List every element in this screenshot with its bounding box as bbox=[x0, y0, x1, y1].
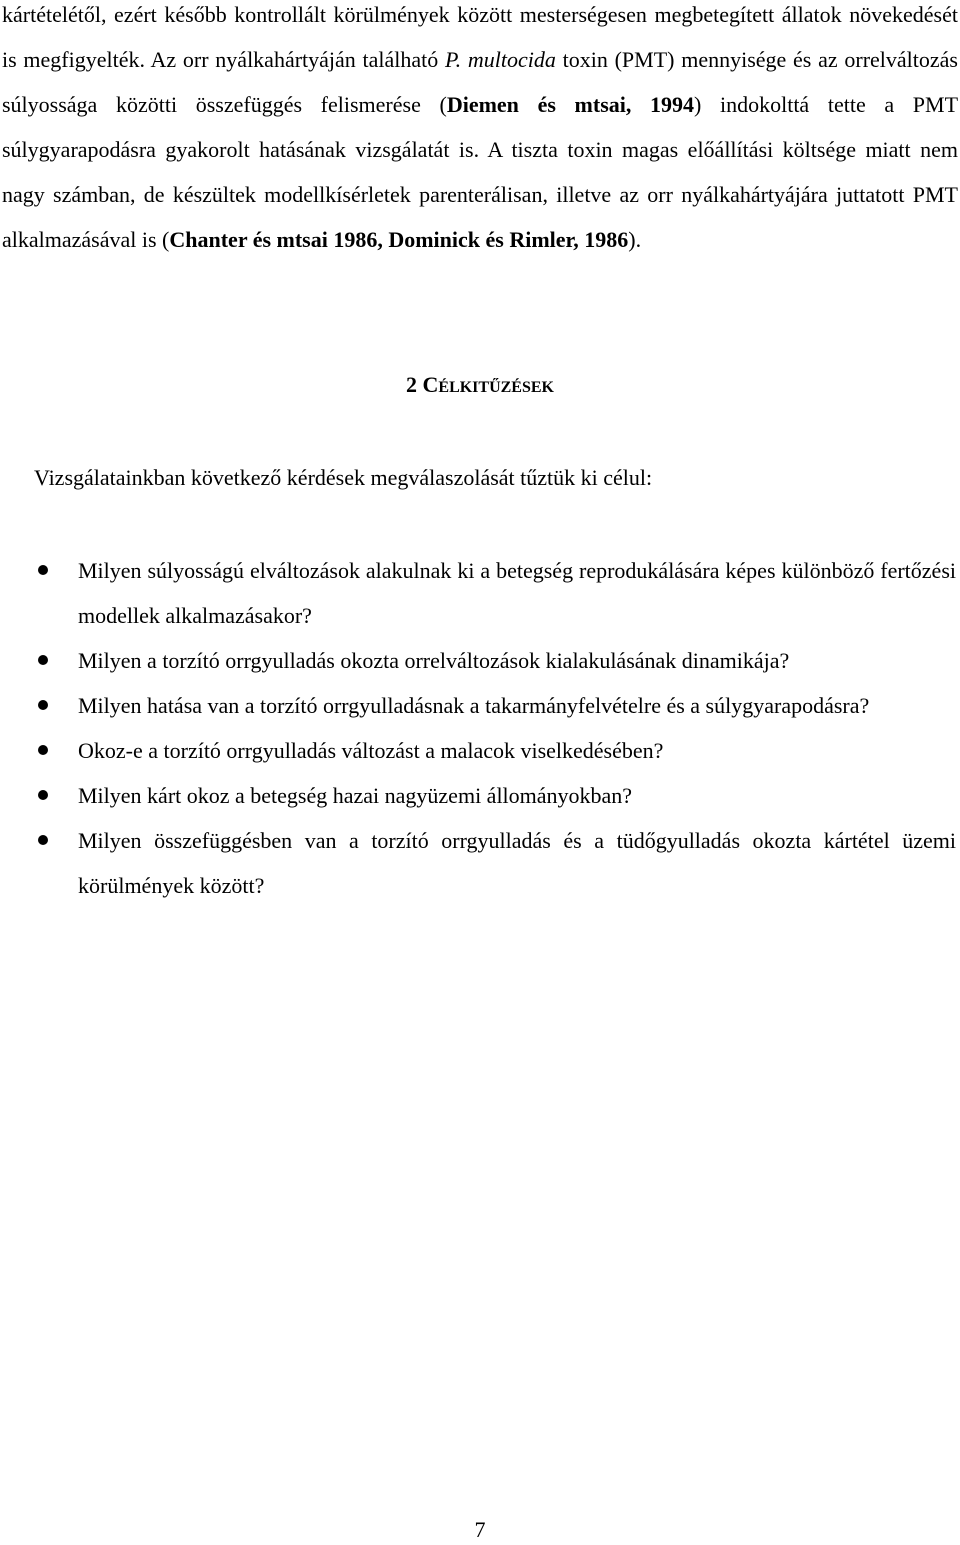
section-number: 2 bbox=[406, 372, 423, 397]
list-item-text: Milyen a torzító orrgyulladás okozta orrelváltozások kialakulásának dinamikája? bbox=[78, 648, 790, 673]
paragraph-text-1: kártételétől, ezért később kontrollált körülmények között mesterségesen megbetegített állatok növekedését is megfigyelték. Az orr nyálkahártyáján található bbox=[2, 2, 958, 72]
list-item bbox=[0, 548, 960, 638]
list-item-text: Milyen hatása van a torzító orrgyulladásnak a takarmányfelvételre és a súlygyarapodásra? bbox=[78, 693, 870, 718]
body-paragraph bbox=[2, 0, 958, 262]
heading-initial: C bbox=[422, 372, 439, 397]
bullet-icon bbox=[38, 790, 48, 800]
citation-chanter-dominick: Chanter és mtsai 1986, Dominick és Rimler, 1986 bbox=[169, 227, 629, 252]
list-item-text: Milyen kárt okoz a betegség hazai nagyüzemi állományokban? bbox=[78, 783, 633, 808]
list-item bbox=[0, 683, 960, 728]
page-number: 7 bbox=[474, 1517, 486, 1542]
list-item bbox=[0, 638, 960, 683]
bullet-icon bbox=[38, 745, 48, 755]
list-item bbox=[0, 773, 960, 818]
heading-rest: ÉLKITŰZÉSEK bbox=[438, 379, 554, 396]
intro-sentence: Vizsgálatainkban következő kérdések megválaszolását tűztük ki célul: bbox=[34, 465, 653, 490]
bullet-icon bbox=[38, 700, 48, 710]
bullet-icon bbox=[38, 655, 48, 665]
species-name: P. multocida bbox=[445, 47, 556, 72]
paragraph-text-4: ). bbox=[628, 227, 642, 252]
citation-diemen: Diemen és mtsai, 1994 bbox=[446, 92, 695, 117]
list-item bbox=[0, 728, 960, 773]
list-item-text: Milyen összefüggésben van a torzító orrgyulladás és a tüdőgyulladás okozta kártétel üzemi körülmények között? bbox=[78, 828, 956, 898]
bullet-icon bbox=[38, 835, 48, 845]
list-item bbox=[0, 818, 960, 908]
objectives-list bbox=[0, 548, 960, 908]
list-item-text: Milyen súlyosságú elváltozások alakulnak ki a betegség reprodukálására képes különböző fertőzési modellek alkalmazásakor? bbox=[78, 558, 956, 628]
paragraph-text-2: toxin (PMT) mennyisége és az orrelváltozás súlyossága közötti összefüggés felismerése ( bbox=[2, 47, 958, 117]
bullet-icon bbox=[38, 565, 48, 575]
paragraph-text-3: ) indokolttá tette a PMT súlygyarapodásra gyakorolt hatásának vizsgálatát is. A tiszta toxin magas előállítási költsége miatt nem nagy számban, de készültek modellkísérletek parenterálisan, illetve az orr nyálkahártyájára juttatott PMT alkalmazásával is ( bbox=[2, 92, 959, 252]
list-item-text: Okoz-e a torzító orrgyulladás változást a malacok viselkedésében? bbox=[78, 738, 664, 763]
section-heading bbox=[0, 370, 960, 403]
